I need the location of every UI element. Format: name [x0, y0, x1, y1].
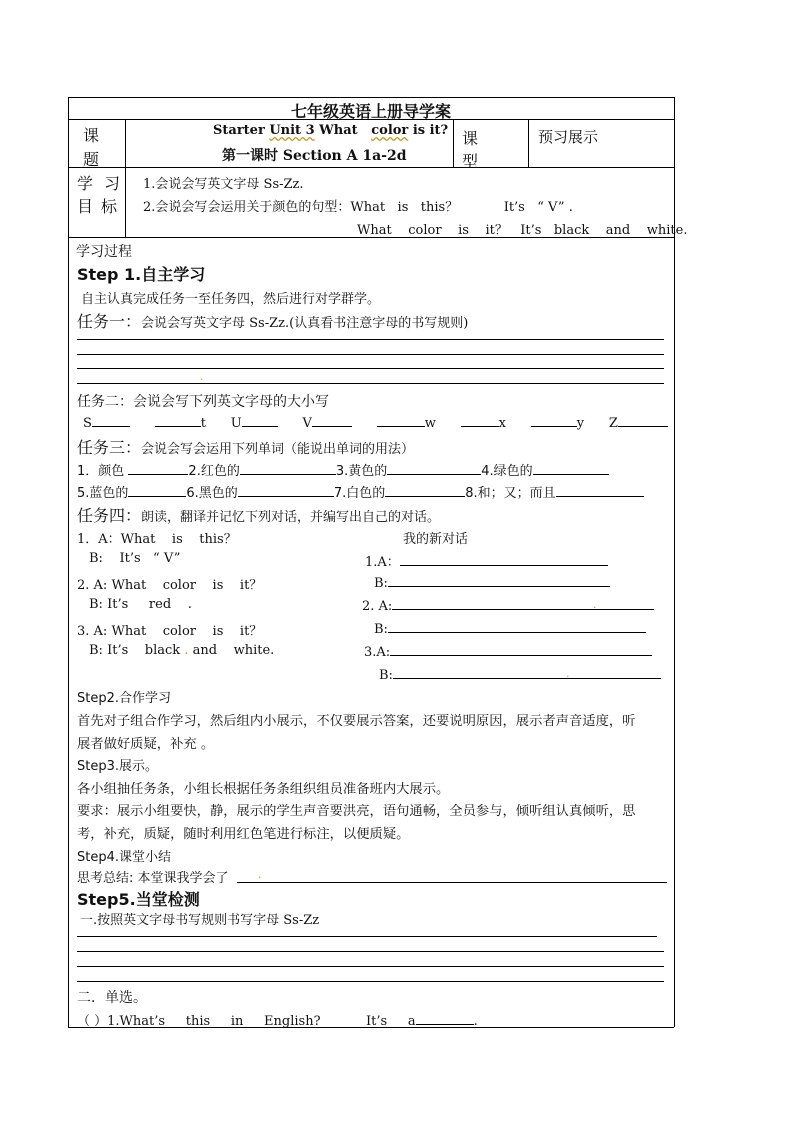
dialog-word: and [192, 643, 218, 658]
task3 [77, 435, 414, 458]
dialog-word: B: [89, 597, 103, 612]
step5-part2: 二．单选。 [77, 990, 147, 1006]
dialog-line [89, 597, 192, 612]
vocab-item: 5.蓝色的 [77, 486, 129, 501]
objective-2-word: It’s [503, 200, 525, 215]
letter-x: x [498, 416, 506, 431]
marker-dot: . [593, 598, 597, 611]
my-dialog-label: B: [374, 576, 388, 591]
my-dialog-line [364, 643, 652, 660]
step4-title: Step4.课堂小结 [77, 850, 172, 865]
my-dialog-label: 3.A: [364, 645, 391, 660]
task3-row2 [77, 482, 644, 501]
vocab-item: 2.红色的 [188, 464, 240, 479]
dialog-word: red [148, 597, 172, 612]
topic-title-line1 [213, 123, 448, 138]
marker-dot: . [258, 868, 262, 881]
dialog-word: . [187, 597, 192, 612]
dialog-word: It’s [107, 597, 129, 612]
topic-label-char1: 课 [83, 126, 100, 145]
dialog-word: What [111, 578, 147, 593]
letter-t: t [200, 416, 206, 431]
dialog-line [77, 528, 237, 547]
writing-line [77, 368, 664, 369]
vocab-item: 8.和；又；而且 [465, 486, 556, 501]
letter-U: U [230, 416, 242, 431]
topic-unit: Unit 3 [269, 123, 315, 138]
question-1: （ ）1.What’s this in English? It’s a . [77, 1014, 478, 1029]
task1-head: 任务一： [77, 312, 142, 331]
type-value: 预习展示 [538, 128, 599, 146]
q1-word: It’s [366, 1014, 388, 1029]
my-dialog-line [362, 597, 654, 614]
my-dialog-line [374, 574, 610, 591]
dialog-line: B: It’s black . and white. [89, 643, 275, 658]
objective-label-char: 目 [77, 197, 94, 216]
marker-dot: . [200, 372, 204, 383]
step5-title: Step5.当堂检测 [77, 890, 200, 909]
step1-title: Step 1.自主学习 [77, 265, 206, 284]
my-dialog-label: B: [379, 668, 393, 683]
my-dialog-line [365, 551, 608, 570]
objective-2-word: this？ [420, 200, 459, 215]
dialog-word: it？ [239, 578, 263, 593]
dialog-word: What [120, 532, 156, 547]
task1 [77, 309, 468, 332]
my-dialog-line [379, 666, 661, 683]
task2-letters [83, 414, 668, 431]
letter-V: V [302, 416, 312, 431]
dialog-word: is [212, 624, 224, 639]
topic-rest: is it? [412, 123, 449, 138]
dialog-word: black [144, 643, 181, 658]
letter-Z: Z [608, 416, 618, 431]
letter-y: y [576, 416, 585, 431]
step2-text-line1: 首先对子组合作学习，然后组内小展示，不仅要展示答案，还要说明原因，展示者声音适度，听 [77, 714, 636, 729]
step3-req-line1: 要求：展示小组要快，静，展示的学生声音要洪亮，语句通畅，全员参与，倾听组认真倾听，思 [77, 804, 636, 819]
objective-2-word: . [568, 200, 573, 215]
objective-label-char: 习 [104, 174, 121, 193]
task3-head: 任务三： [77, 438, 142, 457]
my-dialog-line [374, 620, 646, 637]
objective-2-word: is [397, 200, 409, 215]
q1-word: （ ）1.What’s [77, 1014, 166, 1029]
my-dialog-label: 1.A： [365, 555, 400, 570]
dialog-line [77, 574, 262, 593]
objective-2-word: color [408, 223, 442, 238]
page-title: 七年级英语上册导学案 [290, 102, 451, 121]
marker-dot: . [566, 667, 570, 680]
writing-line [77, 339, 664, 340]
objective-label-char: 标 [101, 197, 118, 216]
col-divider [125, 119, 126, 237]
writing-line [77, 936, 657, 937]
col-divider [528, 119, 529, 167]
topic-color: color [371, 123, 409, 138]
step1-desc: 自主认真完成任务一至任务四，然后进行对学群学。 [81, 292, 381, 307]
task3-body: 会说会写会运用下列单词（能说出单词的用法） [141, 442, 415, 457]
dialog-word: B: [89, 551, 103, 566]
type-label-char2: 型 [462, 152, 479, 171]
step5-part1: 一.按照英文字母书写规则书写字母 Ss-Zz [80, 913, 320, 928]
row-divider [68, 167, 674, 168]
objective-2-word: 2.会说会写会运用关于颜色的句型：What [143, 200, 386, 215]
dialog-line [89, 551, 180, 566]
step3-title: Step3.展示。 [77, 759, 159, 774]
objective-2-word: black [553, 223, 590, 238]
objective-2-word: It’s [520, 223, 542, 238]
topic-what: What [319, 123, 358, 138]
summary-line [237, 882, 667, 883]
objective-2-word: What [357, 223, 392, 238]
topic-title-line2: 第一课时 Section A 1a-2d [222, 148, 407, 164]
task3-row1 [77, 460, 609, 479]
task4-head: 任务四： [77, 506, 142, 525]
task4-body: 朗读，翻译并记忆下列对话，并编写出自己的对话。 [141, 510, 441, 525]
writing-line [77, 981, 664, 982]
task1-body: 会说会写英文字母 Ss-Zz.(认真看书注意字母的书写规则) [141, 316, 469, 331]
dialog-word: white. [233, 643, 275, 658]
vocab-item: 6.黑色的 [186, 486, 238, 501]
task2: 任务二：会说会写下列英文字母的大小写 [77, 394, 329, 410]
step2-text-line2: 展者做好质疑，补充 。 [77, 737, 215, 752]
step2-title: Step2.合作学习 [77, 691, 172, 706]
dialog-word: It’s [107, 643, 129, 658]
my-dialog-label: B: [374, 622, 388, 637]
topic-label-char2: 题 [83, 150, 100, 169]
q1-word: this [185, 1014, 211, 1029]
dialog-word: B: [89, 643, 103, 658]
dialog-word: “ V” [153, 551, 181, 566]
objective-2 [143, 196, 573, 215]
dialog-word: 3. A: [77, 624, 108, 639]
vocab-item: 3.黄色的 [335, 464, 388, 479]
table-border-top [68, 97, 674, 98]
task4 [77, 503, 440, 526]
dialog-word: What [111, 624, 147, 639]
dialog-word: color [162, 624, 197, 639]
dialog-word: it？ [239, 624, 263, 639]
topic-starter: Starter [213, 123, 265, 138]
objective-2-word: is [458, 223, 469, 238]
q1-word: in [230, 1014, 244, 1029]
dialog-word: this？ [199, 532, 237, 547]
objective-2-word: white. [646, 223, 688, 238]
step3-text: 各小组抽任务条，小组长根据任务条组织组员准备班内大展示。 [77, 782, 450, 797]
vocab-item: 4.绿色的 [481, 464, 533, 479]
objective-2-word: it？ [485, 223, 508, 238]
q1-word: a [407, 1014, 416, 1029]
objective-1: 1.会说会写英文字母 Ss-Zz. [143, 177, 304, 192]
q1-word: English? [264, 1014, 321, 1029]
my-dialog-title: 我的新对话 [403, 532, 469, 547]
dialog-word: is [212, 578, 224, 593]
letter-w: w [424, 416, 436, 431]
dialog-word: color [162, 578, 197, 593]
vocab-item: 7.白色的 [333, 486, 386, 501]
writing-line [77, 966, 664, 967]
type-label-char1: 课 [462, 129, 479, 148]
objective-label-char: 学 [77, 174, 94, 193]
dialog-word: 2. A: [77, 578, 108, 593]
objective-2-word: “ V” [537, 200, 565, 215]
process-label: 学习过程 [76, 244, 132, 260]
writing-line [77, 354, 664, 355]
step4-text: 思考总结: 本堂课我学会了 [77, 871, 229, 886]
my-dialog-label: 2. A: [362, 599, 393, 614]
writing-line [77, 951, 664, 952]
writing-line [77, 383, 664, 384]
letter-S: S [83, 416, 92, 431]
dialog-line [77, 620, 262, 639]
objective-2-word: and [605, 223, 631, 238]
dialog-word: It’s [119, 551, 141, 566]
col-divider [453, 119, 454, 167]
dialog-word: 1．A： [77, 532, 121, 547]
dialog-word: is [171, 532, 183, 547]
objective-2-continued [357, 219, 687, 238]
step3-req-line2: 考，补充，质疑，随时利用红色笔进行标注，以便质疑。 [77, 827, 410, 842]
vocab-item: 1．颜色 [77, 464, 125, 479]
